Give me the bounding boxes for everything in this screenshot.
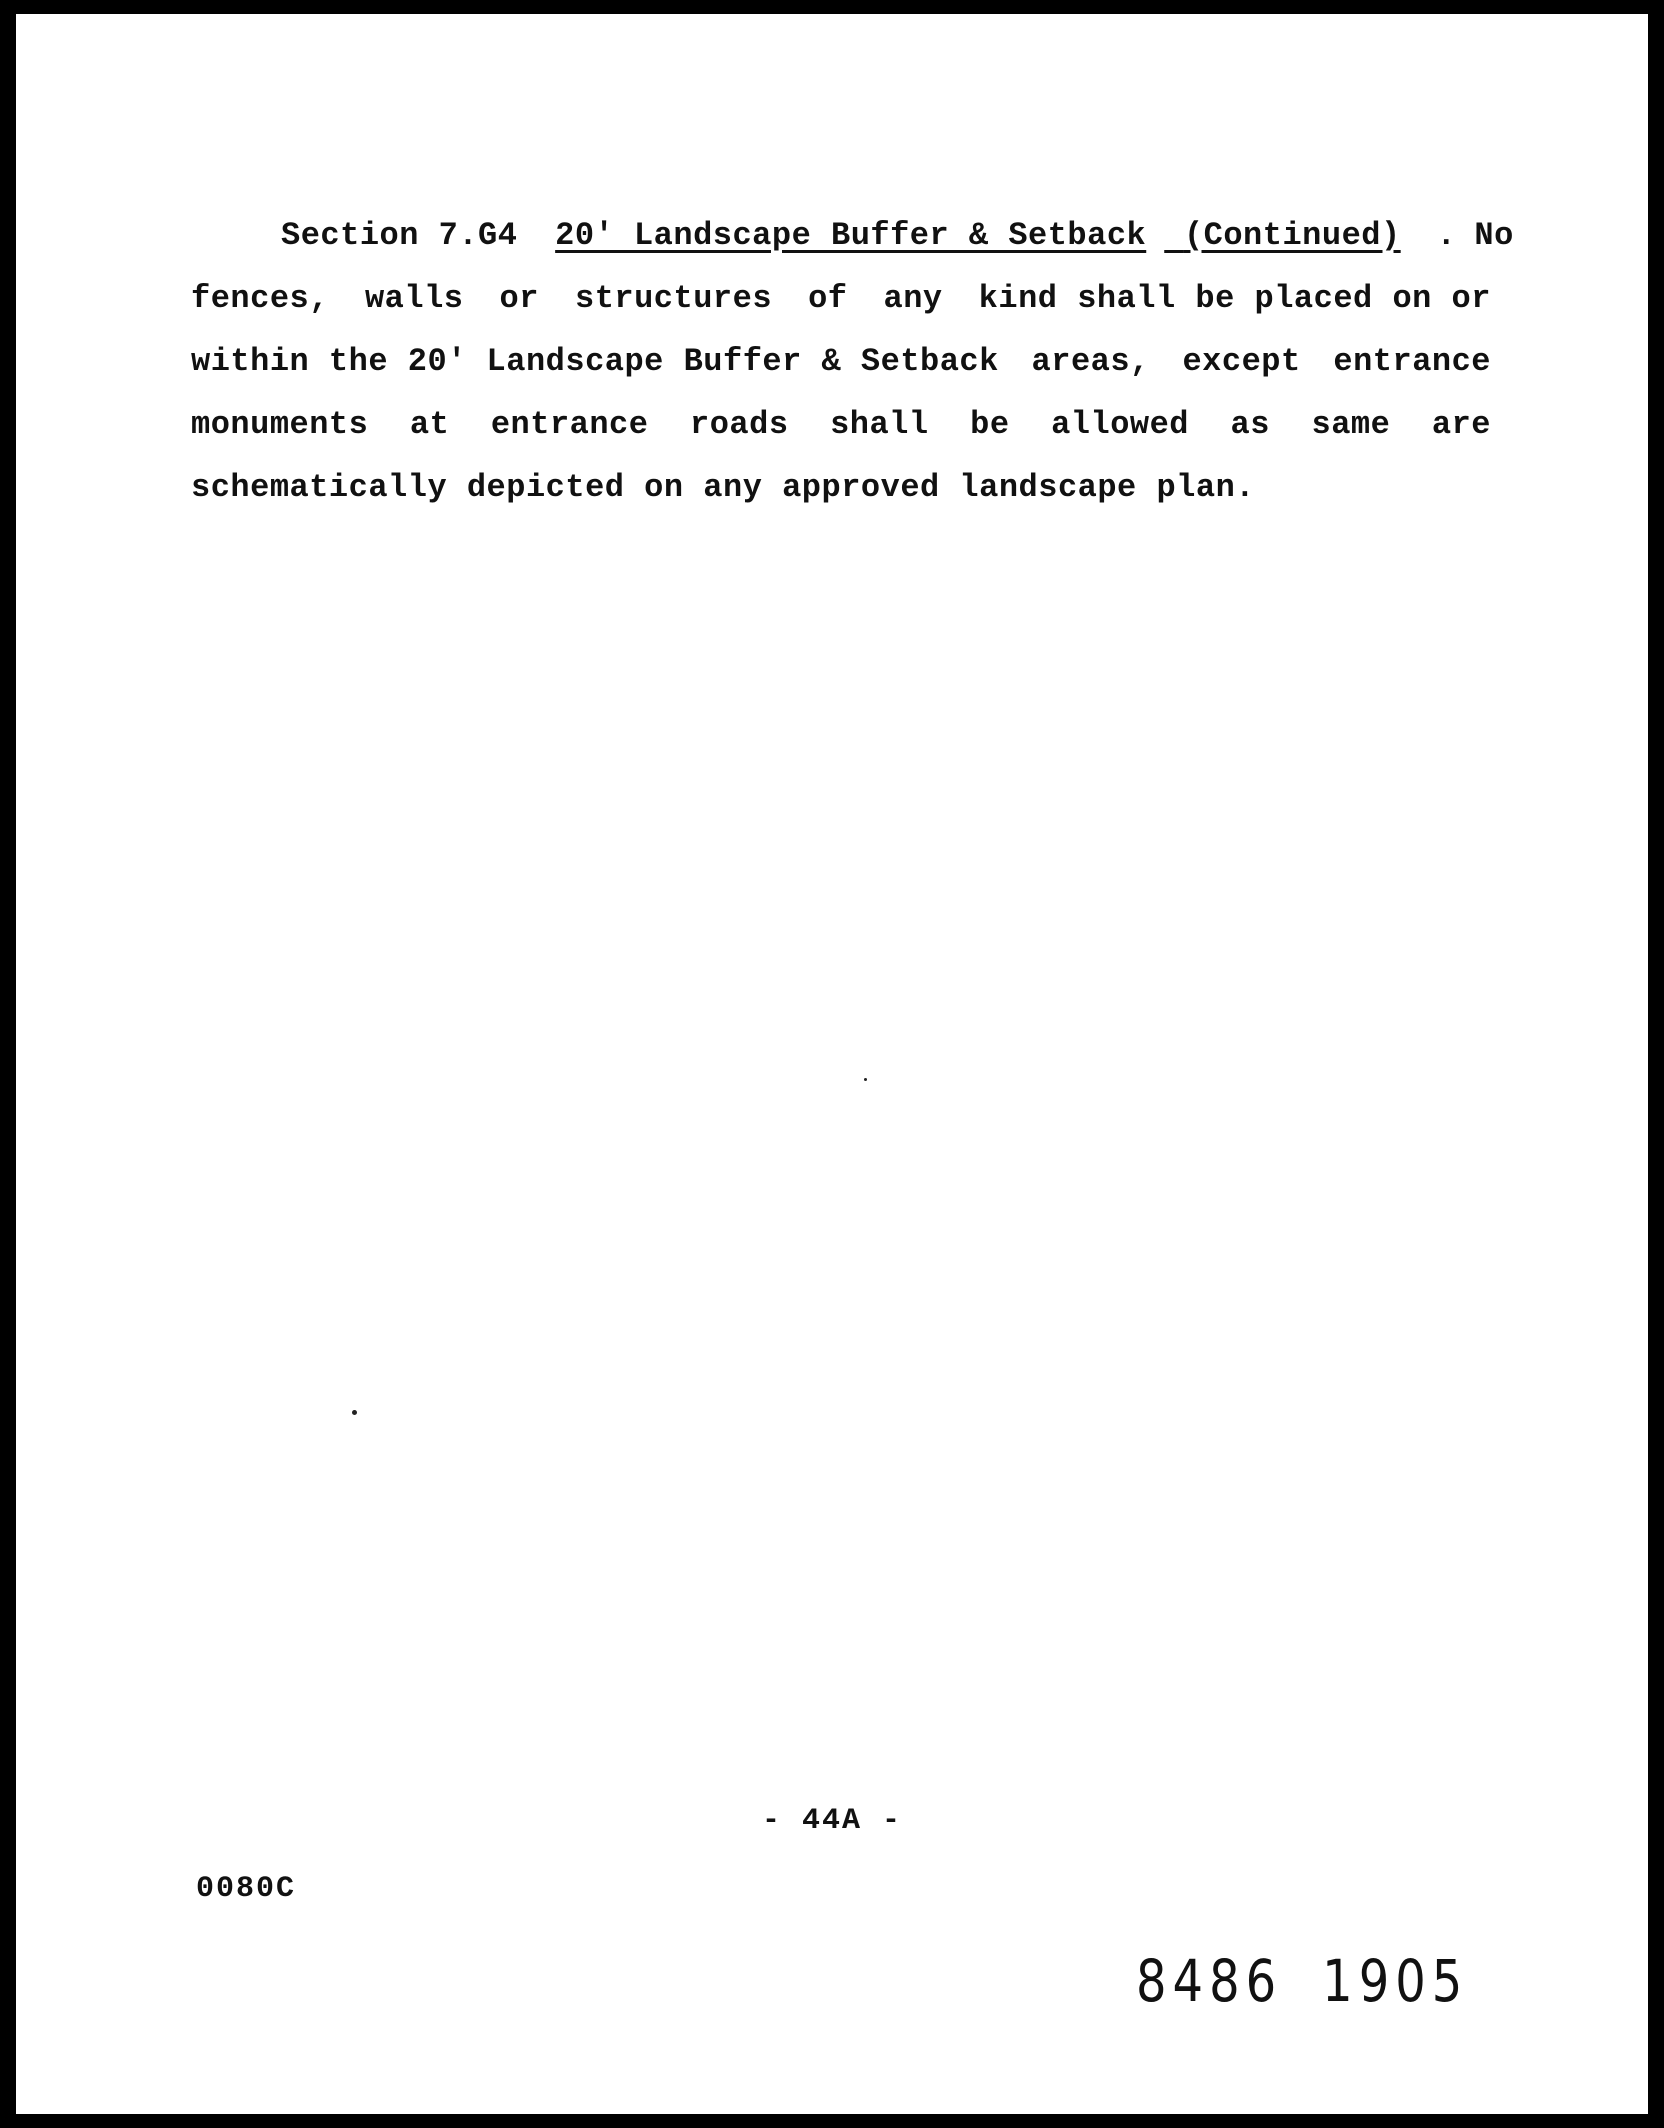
paragraph-word: walls	[364, 280, 464, 317]
paragraph-line-5	[191, 456, 1491, 519]
paragraph-word: areas,	[1031, 343, 1150, 380]
paragraph-word: fences,	[191, 280, 329, 317]
paragraph-word: any	[883, 280, 943, 317]
bates-stamp-right: 1905	[1322, 1948, 1469, 2016]
paragraph-word: structures	[574, 280, 773, 317]
bates-stamp-left: 8486	[1136, 1948, 1283, 2016]
document-page	[16, 14, 1648, 2114]
paragraph-word: as	[1230, 406, 1270, 443]
paragraph-line-4	[191, 393, 1491, 456]
section-paragraph	[191, 204, 1514, 519]
paragraph-word: at	[409, 406, 450, 443]
paragraph-word: of	[808, 280, 848, 317]
paragraph-word: entrance	[1333, 343, 1491, 380]
section-continued: (Continued)	[1183, 217, 1401, 254]
paragraph-word: monuments	[191, 406, 369, 443]
paragraph-word: are	[1431, 406, 1491, 443]
paragraph-word: within the 20' Landscape Buffer & Setback	[191, 343, 999, 380]
paragraph-line-1	[191, 204, 1514, 267]
section-title-text: 20' Landscape Buffer & Setback	[555, 217, 1147, 254]
section-label: Section 7.G4	[281, 217, 518, 254]
paragraph-word: kind shall be placed on or	[978, 280, 1491, 317]
paragraph-word: except	[1182, 343, 1301, 380]
paragraph-word: entrance	[490, 406, 649, 443]
section-title	[555, 217, 1419, 254]
paragraph-word: roads	[690, 406, 789, 443]
paragraph-word: be	[970, 406, 1010, 443]
section-heading	[281, 204, 1474, 267]
paragraph-word: schematically depicted on any approved landscape plan.	[191, 469, 1255, 506]
scan-speck	[864, 1078, 867, 1081]
section-title-period: .	[1436, 217, 1457, 254]
scan-speck	[352, 1410, 357, 1415]
paragraph-word: same	[1311, 406, 1391, 443]
scan-margin-mark	[0, 850, 6, 853]
paragraph-word: or	[499, 280, 539, 317]
paragraph-word: No	[1474, 217, 1514, 254]
paragraph-word: shall	[830, 406, 929, 443]
paragraph-line-2	[191, 267, 1491, 330]
paragraph-line-3	[191, 330, 1491, 393]
page-number: - 44A -	[761, 1804, 903, 1838]
bates-stamp	[1136, 1948, 1508, 2015]
document-code: 0080C	[196, 1872, 297, 1906]
paragraph-word: allowed	[1051, 406, 1189, 443]
